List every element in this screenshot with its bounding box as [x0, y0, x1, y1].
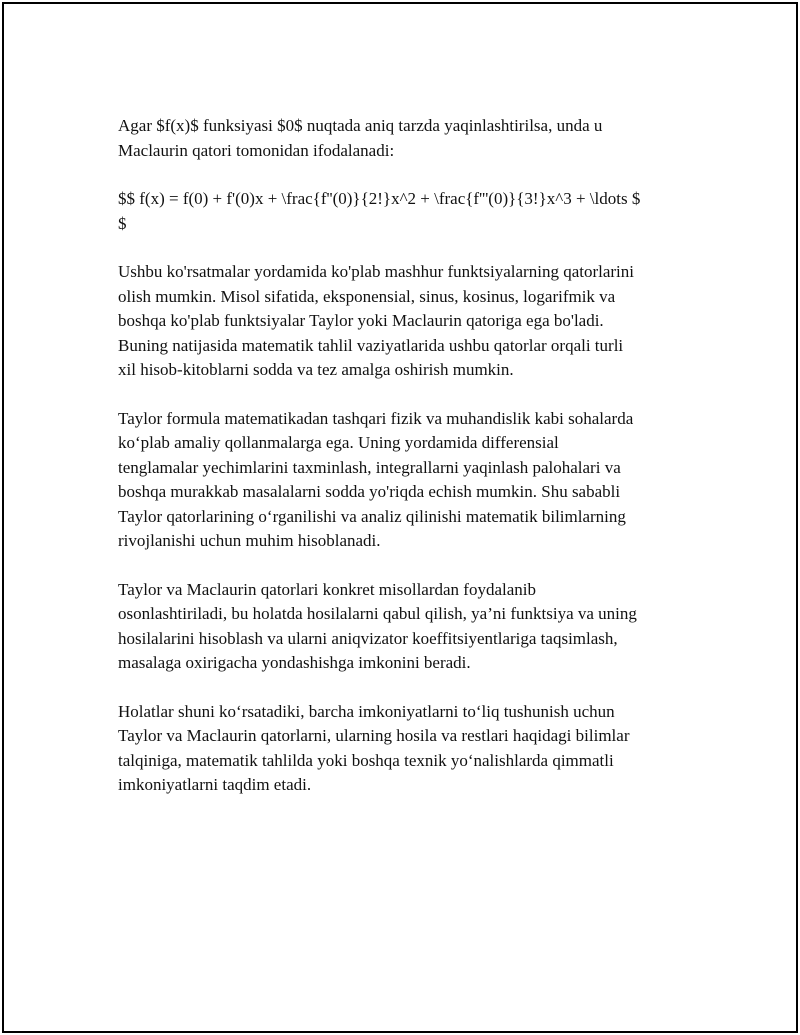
text-line: Taylor va Maclaurin qatorlari konkret misollardan foydalanib [118, 579, 537, 599]
paragraph [118, 578, 718, 676]
text-line: $ [118, 213, 127, 233]
paragraph [118, 407, 718, 554]
text-line: Taylor qatorlarining o‘rganilishi va analiz qilinishi matematik bilimlarning [118, 506, 626, 526]
document-body [118, 114, 718, 822]
text-line: $$ f(x) = f(0) + f'(0)x + \frac{f''(0)}{2!}x^2 + \frac{f'''(0)}{3!}x^3 + \ldots $ [118, 189, 641, 208]
text-line: hosilalarini hisoblash va ularni aniqvizator koeffitsiyentlariga taqsimlash, [118, 628, 618, 648]
paragraph [118, 260, 718, 383]
paragraph [118, 700, 718, 798]
text-line: Buning natijasida matematik tahlil vaziyatlarida ushbu qatorlar orqali turli [118, 335, 624, 355]
text-line: Maclaurin qatori tomonidan ifodalanadi: [118, 140, 395, 160]
paragraph [118, 187, 718, 236]
text-line: boshqa ko'plab funktsiyalar Taylor yoki Maclaurin qatoriga ega bo'ladi. [118, 311, 604, 330]
text-line: Taylor va Maclaurin qatorlarni, ularning hosila va restlari haqidagi bilimlar [118, 726, 630, 745]
text-line: Ushbu ko'rsatmalar yordamida ko'plab mashhur funktsiyalarning qatorlarini [118, 262, 635, 281]
text-line: xil hisob-kitoblarni sodda va tez amalga oshirish mumkin. [118, 360, 514, 379]
text-line: talqiniga, matematik tahlilda yoki boshqa texnik yo‘nalishlarda qimmatli [118, 750, 614, 770]
text-line: boshqa murakkab masalalarni sodda yo'riqda echish mumkin. Shu sababli [118, 482, 621, 501]
text-line: ko‘plab amaliy qollanmalarga ega. Uning yordamida differensial [118, 433, 559, 452]
text-line: osonlashtiriladi, bu holatda hosilalarni qabul qilish, ya’ni funktsiya va uning [118, 604, 637, 623]
text-line: tenglamalar yechimlarini taxminlash, integrallarni yaqinlash palohalari va [118, 457, 621, 477]
paragraph [118, 114, 718, 163]
text-line: Agar $f(x)$ funksiyasi $0$ nuqtada aniq tarzda yaqinlashtirilsa, unda u [118, 116, 603, 135]
text-line: imkoniyatlarni taqdim etadi. [118, 775, 312, 794]
text-line: Taylor formula matematikadan tashqari fizik va muhandislik kabi sohalarda [118, 408, 634, 428]
text-line: Holatlar shuni ko‘rsatadiki, barcha imkoniyatlarni to‘liq tushunish uchun [118, 701, 615, 721]
text-line: olish mumkin. Misol sifatida, eksponensial, sinus, kosinus, logarifmik va [118, 286, 616, 306]
text-line: rivojlanishi uchun muhim hisoblanadi. [118, 531, 381, 550]
text-line: masalaga oxirigacha yondashishga imkonini beradi. [118, 653, 471, 672]
